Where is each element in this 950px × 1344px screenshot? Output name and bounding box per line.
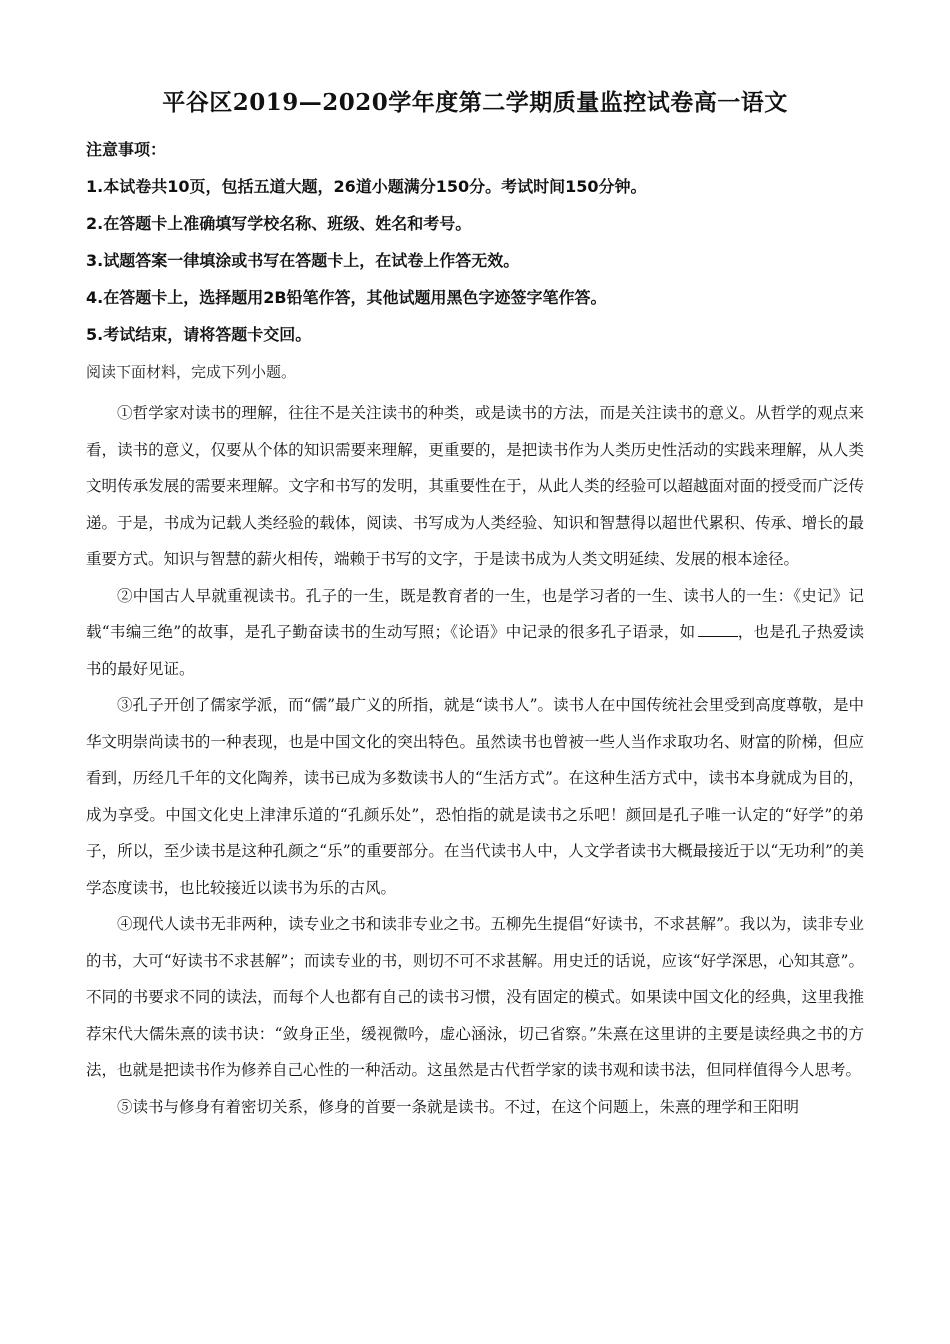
paragraph-3: ③孔子开创了儒家学派，而“儒”最广义的所指，就是“读书人”。读书人在中国传统社会里受到高度尊敬，是中华文明崇尚读书的一种表现，也是中国文化的突出特色。虽然读书也曾被一些人当作求取功名、财富的阶梯，但应看到，历经几千年的文化陶养，读书已成为多数读书人的“生活方式”。在这种生活方式中，读书本身就成为目的，成为享受。中国文化史上津津乐道的“孔颜乐处”，恐怕指的就是读书之乐吧！颜回是孔子唯一认定的“好学”的弟子，所以，至少读书是这种孔颜之“乐”的重要部分。在当代读书人中，人文学者读书大概最接近于以“无功利”的美学态度读书，也比较接近以读书为乐的古风。 — [86, 696, 864, 897]
notice-section — [86, 131, 864, 353]
exam-title: 平谷区2019—2020学年度第二学期质量监控试卷高一语文 — [162, 89, 788, 116]
paragraph-2-after-blank: ，也是孔子热爱读书的最好见证。 — [86, 623, 864, 678]
notice-heading: 注意事项： — [86, 140, 167, 159]
paragraph-2 — [86, 578, 864, 688]
notice-item-3: 3.试题答案一律填涂或书写在答题卡上，在试卷上作答无效。 — [86, 251, 520, 270]
notice-item-2: 2.在答题卡上准确填写学校名称、班级、姓名和考号。 — [86, 214, 472, 233]
paragraph-2-before-blank: ②中国古人早就重视读书。孔子的一生，既是教育者的一生，也是学习者的一生、读书人的一生：《史记》记载“韦编三绝”的故事，是孔子勤奋读书的生动写照；《论语》中记录的很多孔子语录，如 — [86, 586, 864, 641]
fill-in-blank — [698, 621, 738, 638]
reading-instruction: 阅读下面材料，完成下列小题。 — [86, 363, 297, 381]
notice-item-4: 4.在答题卡上，选择题用2B铅笔作答，其他试题用黑色字迹签字笔作答。 — [86, 288, 607, 307]
paragraph-1: ①哲学家对读书的理解，往往不是关注读书的种类，或是读书的方法，而是关注读书的意义。从哲学的观点来看，读书的意义，仅要从个体的知识需要来理解，更重要的，是把读书作为人类历史性活动的实践来理解，从人类文明传承发展的需要来理解。文字和书写的发明，其重要性在于，从此人类的经验可以超越面对面的授受而广泛传递。于是，书成为记载人类经验的载体，阅读、书写成为人类经验、知识和智慧得以超世代累积、传承、增长的最重要方式。知识与智慧的薪火相传，端赖于书写的文字，于是读书成为人类文明延续、发展的根本途径。 — [86, 404, 864, 568]
reading-passage — [86, 395, 864, 1125]
paragraph-4: ④现代人读书无非两种，读专业之书和读非专业之书。五柳先生提倡“好读书，不求甚解”。我以为，读非专业的书，大可“好读书不求甚解”；而读专业的书，则切不可不求甚解。用史迁的话说，应该“好学深思，心知其意”。不同的书要求不同的读法，而每个人也都有自己的读书习惯，没有固定的模式。如果读中国文化的经典，这里我推荐宋代大儒朱熹的读书诀：“敛身正坐，缓视微吟，虚心涵泳，切己省察。”朱熹在这里讲的主要是读经典之书的方法，也就是把读书作为修养自己心性的一种活动。这虽然是古代哲学家的读书观和读书法，但同样值得今人思考。 — [86, 915, 864, 1079]
notice-item-1: 1.本试卷共10页，包括五道大题，26道小题满分150分。考试时间150分钟。 — [86, 177, 647, 196]
notice-item-5: 5.考试结束，请将答题卡交回。 — [86, 325, 312, 344]
paragraph-5: ⑤读书与修身有着密切关系，修身的首要一条就是读书。不过，在这个问题上，朱熹的理学和王阳明 — [117, 1097, 800, 1116]
